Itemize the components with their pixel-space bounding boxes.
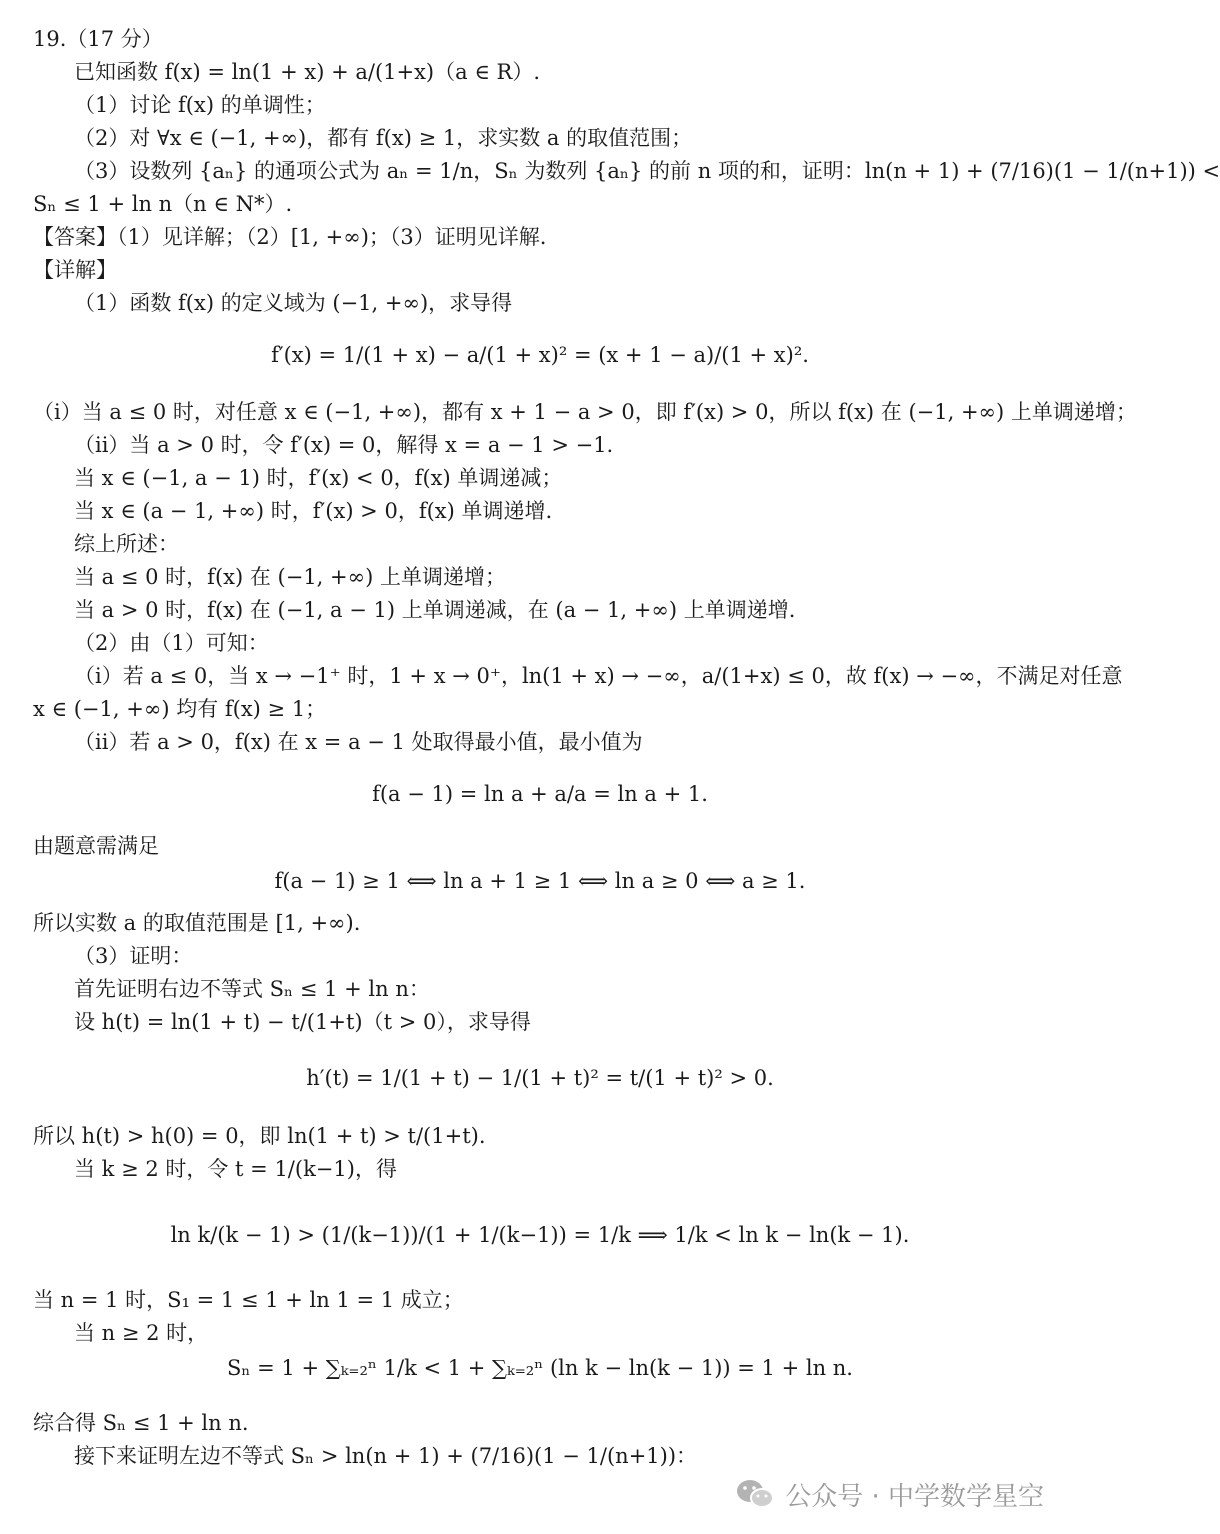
text-line: 已知函数 f(x) = ln(1 + x) + a/(1+x)（a ∈ R）. — [74, 60, 541, 84]
display-formula: Sₙ = 1 + ∑ₖ₌₂ⁿ 1/k < 1 + ∑ₖ₌₂ⁿ (ln k − ln(k − 1)) = 1 + ln n. — [227, 1356, 853, 1380]
text-line: 设 h(t) = ln(1 + t) − t/(1+t)（t > 0），求导得 — [74, 1010, 531, 1034]
display-formula: f′(x) = 1/(1 + x) − a/(1 + x)² = (x + 1 − a)/(1 + x)². — [271, 343, 809, 367]
wechat-icon — [735, 1477, 775, 1511]
text-line: （3）证明： — [74, 944, 193, 968]
text-line: 当 n = 1 时，S₁ = 1 ≤ 1 + ln 1 = 1 成立； — [33, 1288, 464, 1312]
text-line: （1）讨论 f(x) 的单调性； — [74, 93, 326, 117]
text-line: （i）若 a ≤ 0，当 x → −1⁺ 时，1 + x → 0⁺，ln(1 + x) → −∞，a/(1+x) ≤ 0，故 f(x) → −∞，不满足对任意 — [74, 664, 1123, 688]
watermark — [735, 1474, 1044, 1514]
text-line: 综上所述： — [74, 532, 179, 556]
text-line: 所以 h(t) > h(0) = 0，即 ln(1 + t) > t/(1+t). — [33, 1124, 486, 1148]
text-line: 由题意需满足 — [33, 834, 159, 858]
text-line: 【详解】 — [33, 258, 117, 282]
text-line: 所以实数 a 的取值范围是 [1, +∞). — [33, 911, 361, 935]
watermark-text: 公众号 · 中学数学星空 — [785, 1481, 1044, 1512]
text-line: 综合得 Sₙ ≤ 1 + ln n. — [33, 1411, 249, 1435]
text-line: （ii）当 a > 0 时，令 f′(x) = 0，解得 x = a − 1 > −1. — [74, 433, 614, 457]
text-line: 当 x ∈ (−1, a − 1) 时，f′(x) < 0，f(x) 单调递减； — [74, 466, 563, 490]
text-line: （i）当 a ≤ 0 时，对任意 x ∈ (−1, +∞)，都有 x + 1 − a > 0，即 f′(x) > 0，所以 f(x) 在 (−1, +∞) 上单调递增； — [33, 400, 1137, 424]
text-line: 接下来证明左边不等式 Sₙ > ln(n + 1) + (7/16)(1 − 1/(n+1))： — [74, 1444, 698, 1468]
text-line: （1）函数 f(x) 的定义域为 (−1, +∞)，求导得 — [74, 291, 513, 315]
text-line: 【答案】（1）见详解；（2）[1, +∞)；（3）证明见详解. — [33, 225, 547, 249]
text-line: 当 a > 0 时，f(x) 在 (−1, a − 1) 上单调递减，在 (a − 1, +∞) 上单调递增. — [74, 598, 796, 622]
display-formula: f(a − 1) ≥ 1 ⟺ ln a + 1 ≥ 1 ⟺ ln a ≥ 0 ⟺ a ≥ 1. — [274, 869, 806, 893]
text-line: （ii）若 a > 0，f(x) 在 x = a − 1 处取得最小值，最小值为 — [74, 730, 643, 754]
text-line: 当 k ≥ 2 时，令 t = 1/(k−1)，得 — [74, 1157, 397, 1181]
text-line: 当 n ≥ 2 时， — [74, 1321, 209, 1345]
display-formula: ln k/(k − 1) > (1/(k−1))/(1 + 1/(k−1)) = 1/k ⟹ 1/k < ln k − ln(k − 1). — [170, 1223, 910, 1247]
text-line: Sₙ ≤ 1 + ln n（n ∈ N*）. — [33, 192, 293, 216]
text-line: 首先证明右边不等式 Sₙ ≤ 1 + ln n： — [74, 977, 430, 1001]
text-line: x ∈ (−1, +∞) 均有 f(x) ≥ 1； — [33, 697, 327, 721]
display-formula: f(a − 1) = ln a + a/a = ln a + 1. — [372, 782, 708, 806]
text-line: （2）对 ∀x ∈ (−1, +∞)，都有 f(x) ≥ 1，求实数 a 的取值范围； — [74, 126, 693, 150]
display-formula: h′(t) = 1/(1 + t) − 1/(1 + t)² = t/(1 + t)² > 0. — [306, 1066, 774, 1090]
text-line: （2）由（1）可知： — [74, 631, 269, 655]
text-line: （3）设数列 {aₙ} 的通项公式为 aₙ = 1/n，Sₙ 为数列 {aₙ} 的前 n 项的和，证明：ln(n + 1) + (7/16)(1 − 1/(n+1)) < — [74, 159, 1220, 183]
text-line: 当 a ≤ 0 时，f(x) 在 (−1, +∞) 上单调递增； — [74, 565, 506, 589]
text-line: 当 x ∈ (a − 1, +∞) 时，f′(x) > 0，f(x) 单调递增. — [74, 499, 553, 523]
text-line: 19.（17 分） — [33, 27, 163, 51]
